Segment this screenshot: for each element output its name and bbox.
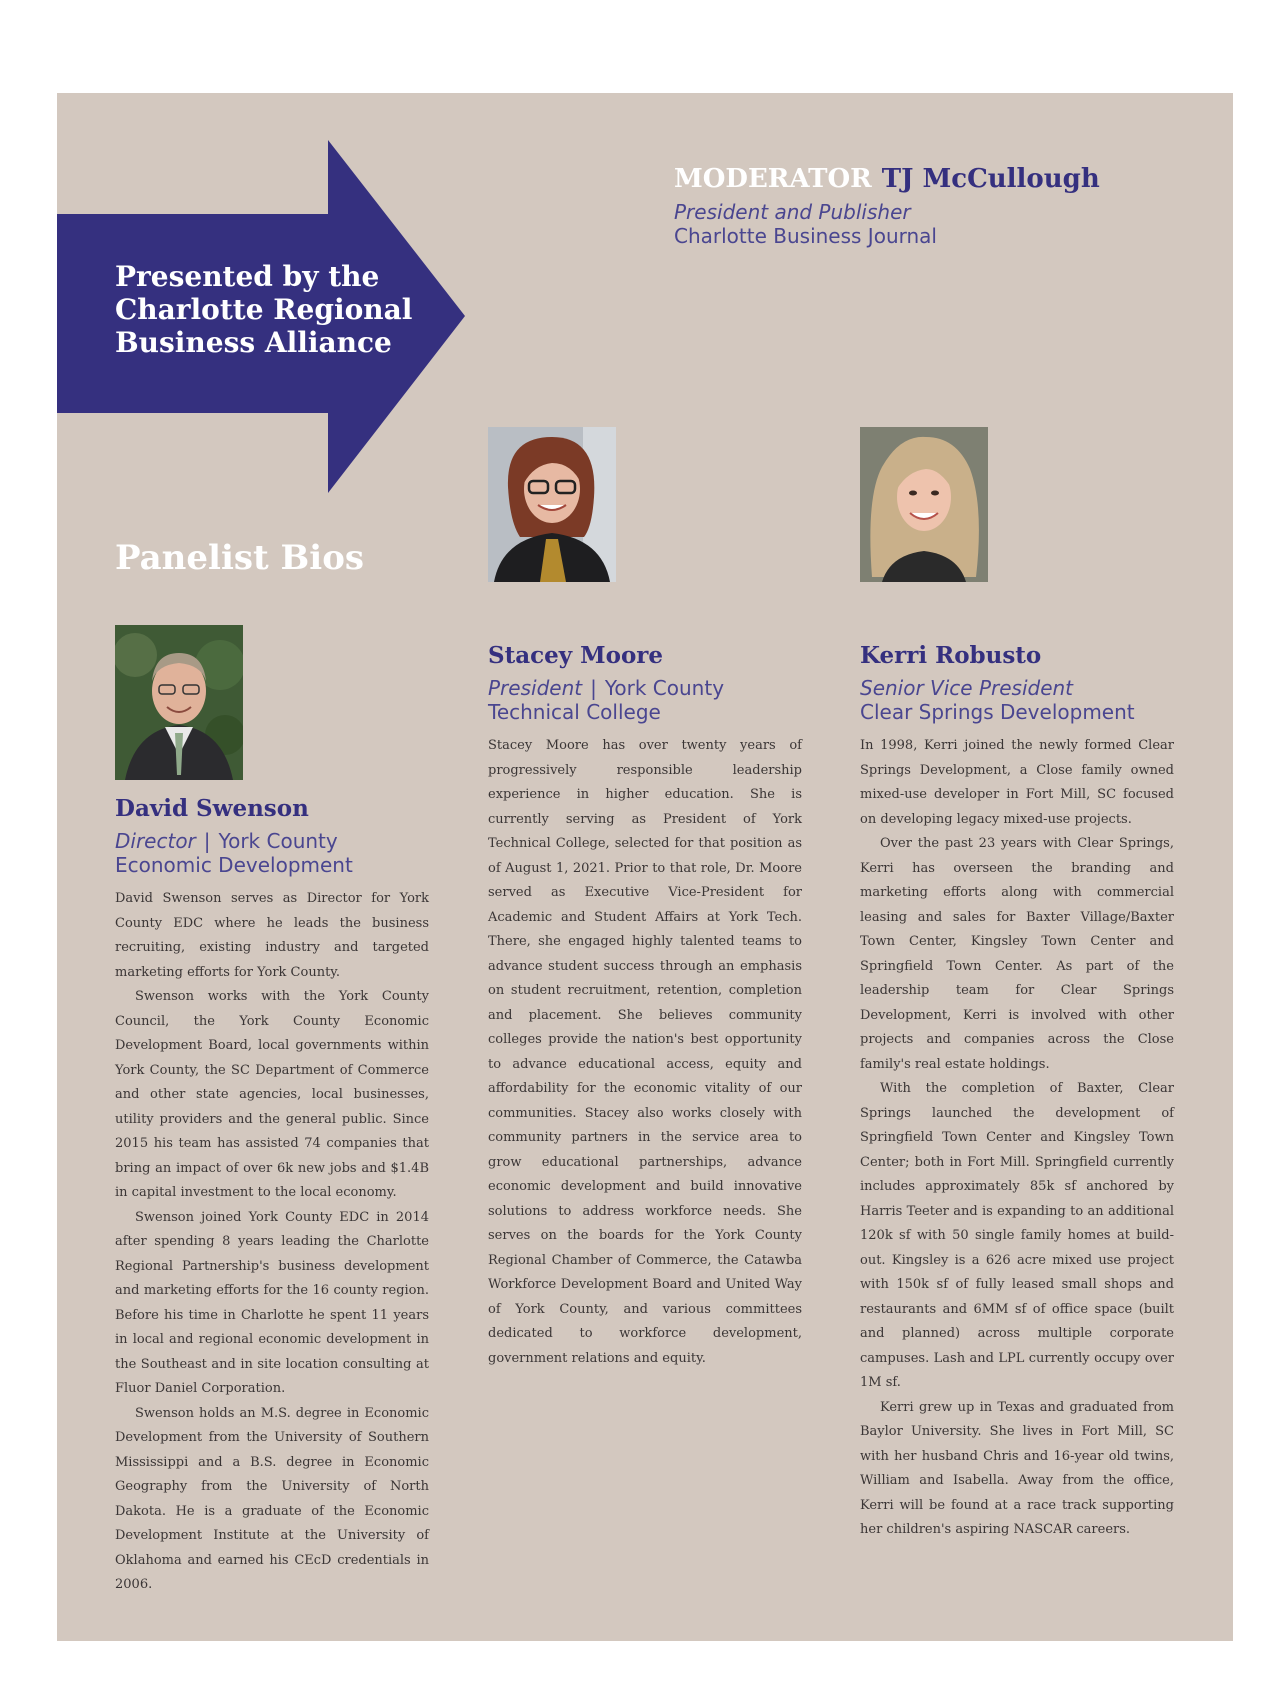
presenter-line-1: Presented by the [115,260,380,293]
bio-paragraph: Stacey Moore has over twenty years of progressively responsible leadership experience in higher education. She is currently serving as President of York Technical College, selected for that position as of August 1, 2021. Prior to that role, Dr. Moore served as Executive Vice-President for Academic and Student Affairs at York Tech. There, she engaged highly talented teams to advance student success through an emphasis on student recruitment, retention, completion and placement. She believes community colleges provide the nation's best opportunity to advance educational access, equity and affordability for the economic vitality of our communities. Stacey also works closely with community partners in the service area to grow educational partnerships, advance economic development and build innovative solutions to address workforce needs. She serves on the boards for the York County Regional Chamber of Commerce, the Catawba Workforce Development Board and United Way of York County, and various committees dedicated to workforce development, government relations and equity. [488,738,802,1366]
presenter-text [115,260,445,359]
panelist-bio-david-swenson [115,795,429,1598]
moderator-title: President and Publisher [674,200,911,224]
moderator-organization: Charlotte Business Journal [674,224,937,248]
panelist-org-line-2: Economic Development [115,853,353,877]
panelist-title: President [488,676,583,700]
bio-paragraph: Kerri grew up in Texas and graduated from Baylor University. She lives in Fort Mill, SC with her husband Chris and 16-year old twins, William and Isabella. Away from the office, Kerri will be found at a race track supporting her children's aspiring NASCAR careers. [860,1399,1174,1537]
panelist-name: Stacey Moore [488,642,664,669]
bio-paragraph: Swenson holds an M.S. degree in Economic Development from the University of Southern Mississippi and a B.S. degree in Economic Geography from the University of North Dakota. He is a graduate of the Economic Development Institute at the University of Oklahoma and earned his CEcD credentials in 2006. [115,1405,429,1592]
moderator-label: MODERATOR [674,164,872,194]
panelist-bio-text [860,734,1174,1543]
panelist-name: David Swenson [115,795,309,822]
panelist-role [860,676,1174,724]
panelist-bio-kerri-robusto [860,642,1174,1543]
panelist-photo-kerri-robusto [860,427,988,582]
panelist-title: Director [115,829,196,853]
panelist-bio-stacey-moore [488,642,802,1371]
section-title: Panelist Bios [115,538,365,578]
panelist-org-line-1: York County [604,676,725,700]
panelist-bio-text [115,887,429,1598]
panelist-org-line-1: York County [218,829,338,853]
presenter-line-2: Charlotte Regional [115,293,413,326]
presenter-line-3: Business Alliance [115,326,392,359]
moderator-heading [674,164,1214,194]
panelist-name: Kerri Robusto [860,642,1042,669]
panelist-photo-stacey-moore [488,427,616,582]
moderator-name: TJ McCullough [881,164,1100,194]
panelist-title: Senior Vice President [860,676,1074,700]
panelist-role: Director | York County Economic Development [115,829,429,877]
panelist-bio-text [488,734,802,1371]
bio-paragraph: Over the past 23 years with Clear Springs, Kerri has overseen the branding and marketing efforts along with commercial leasing and sales for Baxter Village/Baxter Town Center, Kingsley Town Center and Springfield Town Center. As part of the leadership team for Clear Springs Development, Kerri is involved with other projects and companies across the Close family's real estate holdings. [860,836,1174,1072]
bio-paragraph: David Swenson serves as Director for York County EDC where he leads the business recruiting, existing industry and targeted marketing efforts for York County. [115,891,429,980]
panelist-photo-david-swenson [115,625,243,780]
panelist-org-line-2: Clear Springs Development [860,700,1135,724]
moderator-block [674,164,1214,248]
bio-paragraph: Swenson works with the York County Council, the York County Economic Development Board, local governments within York County, the SC Department of Commerce and other state agencies, local businesses, utility providers and the general public. Since 2015 his team has assisted 74 companies that bring an impact of over 6k new jobs and $1.4B in capital investment to the local economy. [115,989,429,1200]
bio-paragraph: In 1998, Kerri joined the newly formed Clear Springs Development, a Close family owned mixed-use developer in Fort Mill, SC focused on developing legacy mixed-use projects. [860,738,1174,827]
panelist-org-line-2: Technical College [488,700,661,724]
bio-paragraph: With the completion of Baxter, Clear Springs launched the development of Springfield Town Center and Kingsley Town Center; both in Fort Mill. Springfield currently includes approximately 85k sf anchored by Harris Teeter and is expanding to an additional 120k sf with 50 single family homes at build-out. Kingsley is a 626 acre mixed use project with 150k sf of fully leased small shops and restaurants and 6MM sf of office space (built and planned) across multiple corporate campuses. Lash and LPL currently occupy over 1M sf. [860,1081,1174,1390]
panelist-role: President | York County Technical College [488,676,802,724]
bio-paragraph: Swenson joined York County EDC in 2014 after spending 8 years leading the Charlotte Regional Partnership's business development and marketing efforts for the 16 county region. Before his time in Charlotte he spent 11 years in local and regional economic development in the Southeast and in site location consulting at Fluor Daniel Corporation. [115,1209,429,1396]
